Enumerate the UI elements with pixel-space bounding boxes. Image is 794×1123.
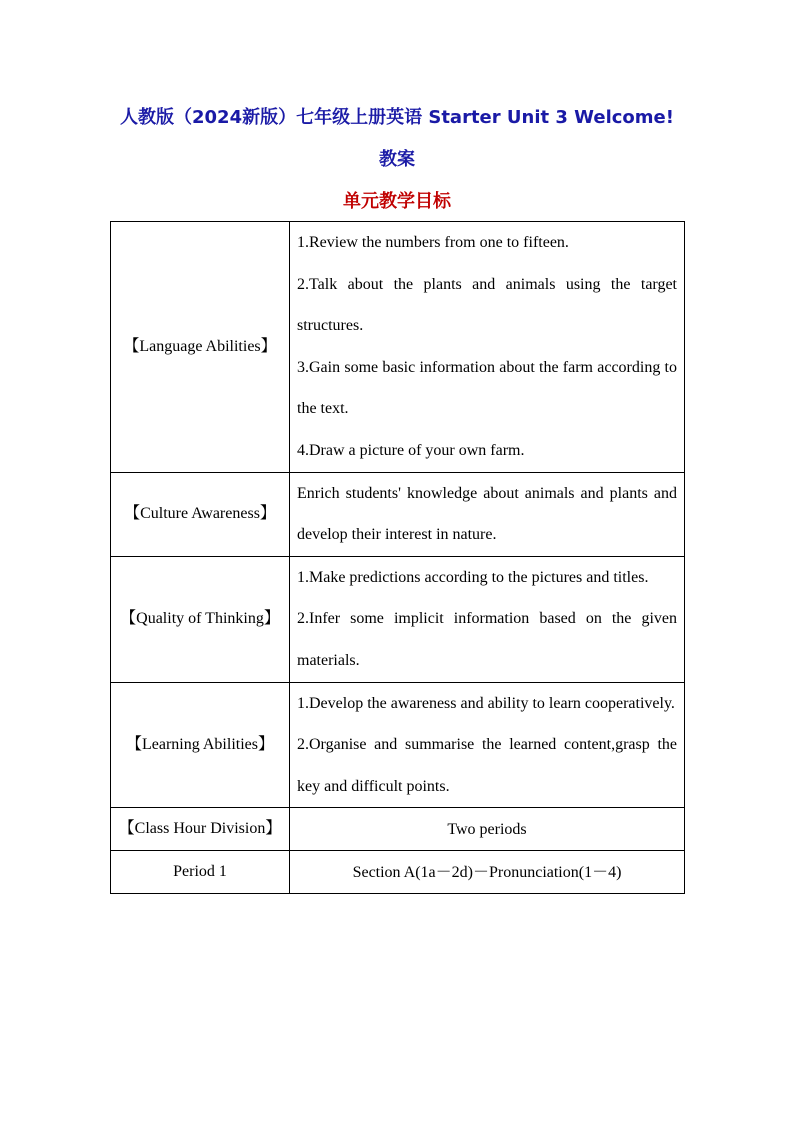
objective-item: 1.Review the numbers from one to fifteen.	[297, 234, 569, 251]
row-content	[290, 556, 685, 682]
objectives-table	[110, 221, 685, 894]
row-content	[290, 222, 685, 473]
objective-item: Enrich students' knowledge about animals and plants and develop their interest in nature.	[297, 484, 677, 544]
row-content	[290, 682, 685, 808]
objective-item: 2.Talk about the plants and animals using the target structures.	[297, 275, 677, 335]
objective-item: 1.Develop the awareness and ability to learn cooperatively.	[297, 694, 675, 712]
row-label: 【Language Abilities】	[111, 222, 290, 473]
section-title: 单元教学目标	[343, 191, 451, 212]
row-label: 【Class Hour Division】	[111, 808, 290, 851]
objective-item: 2.Organise and summarise the learned content,grasp the key and difficult points.	[297, 736, 677, 795]
objective-item: 1.Make predictions according to the pictures and titles.	[297, 568, 649, 586]
row-label: 【Quality of Thinking】	[111, 556, 290, 682]
row-content: Two periods	[290, 808, 685, 851]
document-subtitle: 教案	[379, 149, 415, 170]
row-content	[290, 472, 685, 556]
row-label: 【Learning Abilities】	[111, 682, 290, 808]
objective-item: 3.Gain some basic information about the farm according to the text.	[297, 358, 677, 418]
row-content: Section A(1a－2d)－Pronunciation(1－4)	[290, 851, 685, 894]
table-row	[111, 556, 685, 682]
table-row	[111, 222, 685, 473]
table-row	[111, 808, 685, 851]
document-title: 人教版（2024新版）七年级上册英语 Starter Unit 3 Welcome!	[120, 107, 674, 128]
table-row	[111, 472, 685, 556]
objective-item: 2.Infer some implicit information based on the given materials.	[297, 610, 677, 669]
row-label: Period 1	[111, 851, 290, 894]
table-row	[111, 682, 685, 808]
objective-item: 4.Draw a picture of your own farm.	[297, 441, 525, 459]
row-label: 【Culture Awareness】	[111, 472, 290, 556]
table-row	[111, 851, 685, 894]
